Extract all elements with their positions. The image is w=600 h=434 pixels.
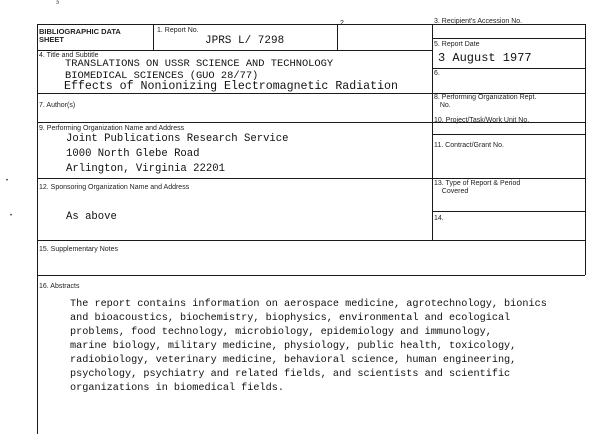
report-date-value: 3 August 1977 [438,51,532,65]
sponsoring-org-label: 12. Sponsoring Organization Name and Address [39,184,190,191]
rule-under-f10 [432,134,585,135]
performing-org-label: 9. Performing Organization Name and Address [39,125,185,132]
abstract-text: The report contains information on aerospace medicine, agrotechnology, bionics and bioacoustics, biochemistry, biophysics, environmental and ecological problems, food technology, microbiology, epidemiology and immunology, marine biology, military medicine, physiology, public health, toxicology, radiobiology, veterinary medicine, behavioral science, human engineering, psychology, psychiatry and related fields, and scientists and scientific organizations in biomedical fields. [70,299,547,394]
corner-mark: ͽ [56,0,59,6]
rule-under-f9 [37,178,585,179]
rule-under-f12 [37,240,585,241]
rule-under-f15 [37,275,585,276]
org-line-2: 1000 North Glebe Road [66,148,200,160]
rule-col-f1 [153,24,154,50]
margin-dot-2: • [10,213,13,219]
report-date-label: 5. Report Date [434,41,480,48]
margin-dot-1: • [6,178,9,184]
rule-left [37,24,38,434]
contract-grant-label: 11. Contract/Grant No. [434,142,504,149]
report-type-label: 13. Type of Report & Period Covered [434,180,521,195]
bib-data-sheet-label: BIBLIOGRAPHIC DATA SHEET [39,27,121,44]
report-no-value: JPRS L/ 7298 [205,35,285,47]
title-line-2: BIOMEDICAL SCIENCES (GUO 28/77) [65,70,259,82]
rule-under-f13 [432,211,585,212]
recipient-accession-label: 3. Recipient's Accession No. [434,18,523,25]
title-label: 4. Title and Subtitle [39,52,99,59]
rule-under-header [37,50,432,51]
field-14-label: 14. [434,215,444,222]
rule-col-right [432,24,433,240]
org-line-1: Joint Publications Research Service [66,133,289,145]
title-line-1: TRANSLATIONS ON USSR SCIENCE AND TECHNOLOGY [65,58,334,70]
rule-right [585,24,586,275]
authors-label: 7. Author(s) [39,102,76,109]
rule-col-f2 [337,24,338,50]
field-2-label: 2. [340,20,346,27]
rule-under-f3 [432,38,585,39]
rule-under-f5 [432,68,585,69]
report-no-label: 1. Report No. [157,27,199,34]
supplementary-notes-label: 15. Supplementary Notes [39,246,118,253]
org-line-3: Arlington, Virginia 22201 [66,163,225,175]
field-6-label: 6. [434,70,440,77]
sponsor-value: As above [66,211,117,223]
project-task-label: 10. Project/Task/Work Unit No. [434,117,530,124]
title-line-3: Effects of Nonionizing Electromagnetic Radiation [64,80,398,93]
performing-org-rept-label: 8. Performing Organization Rept. No. [434,94,537,109]
abstracts-label: 16. Abstracts [39,283,80,290]
